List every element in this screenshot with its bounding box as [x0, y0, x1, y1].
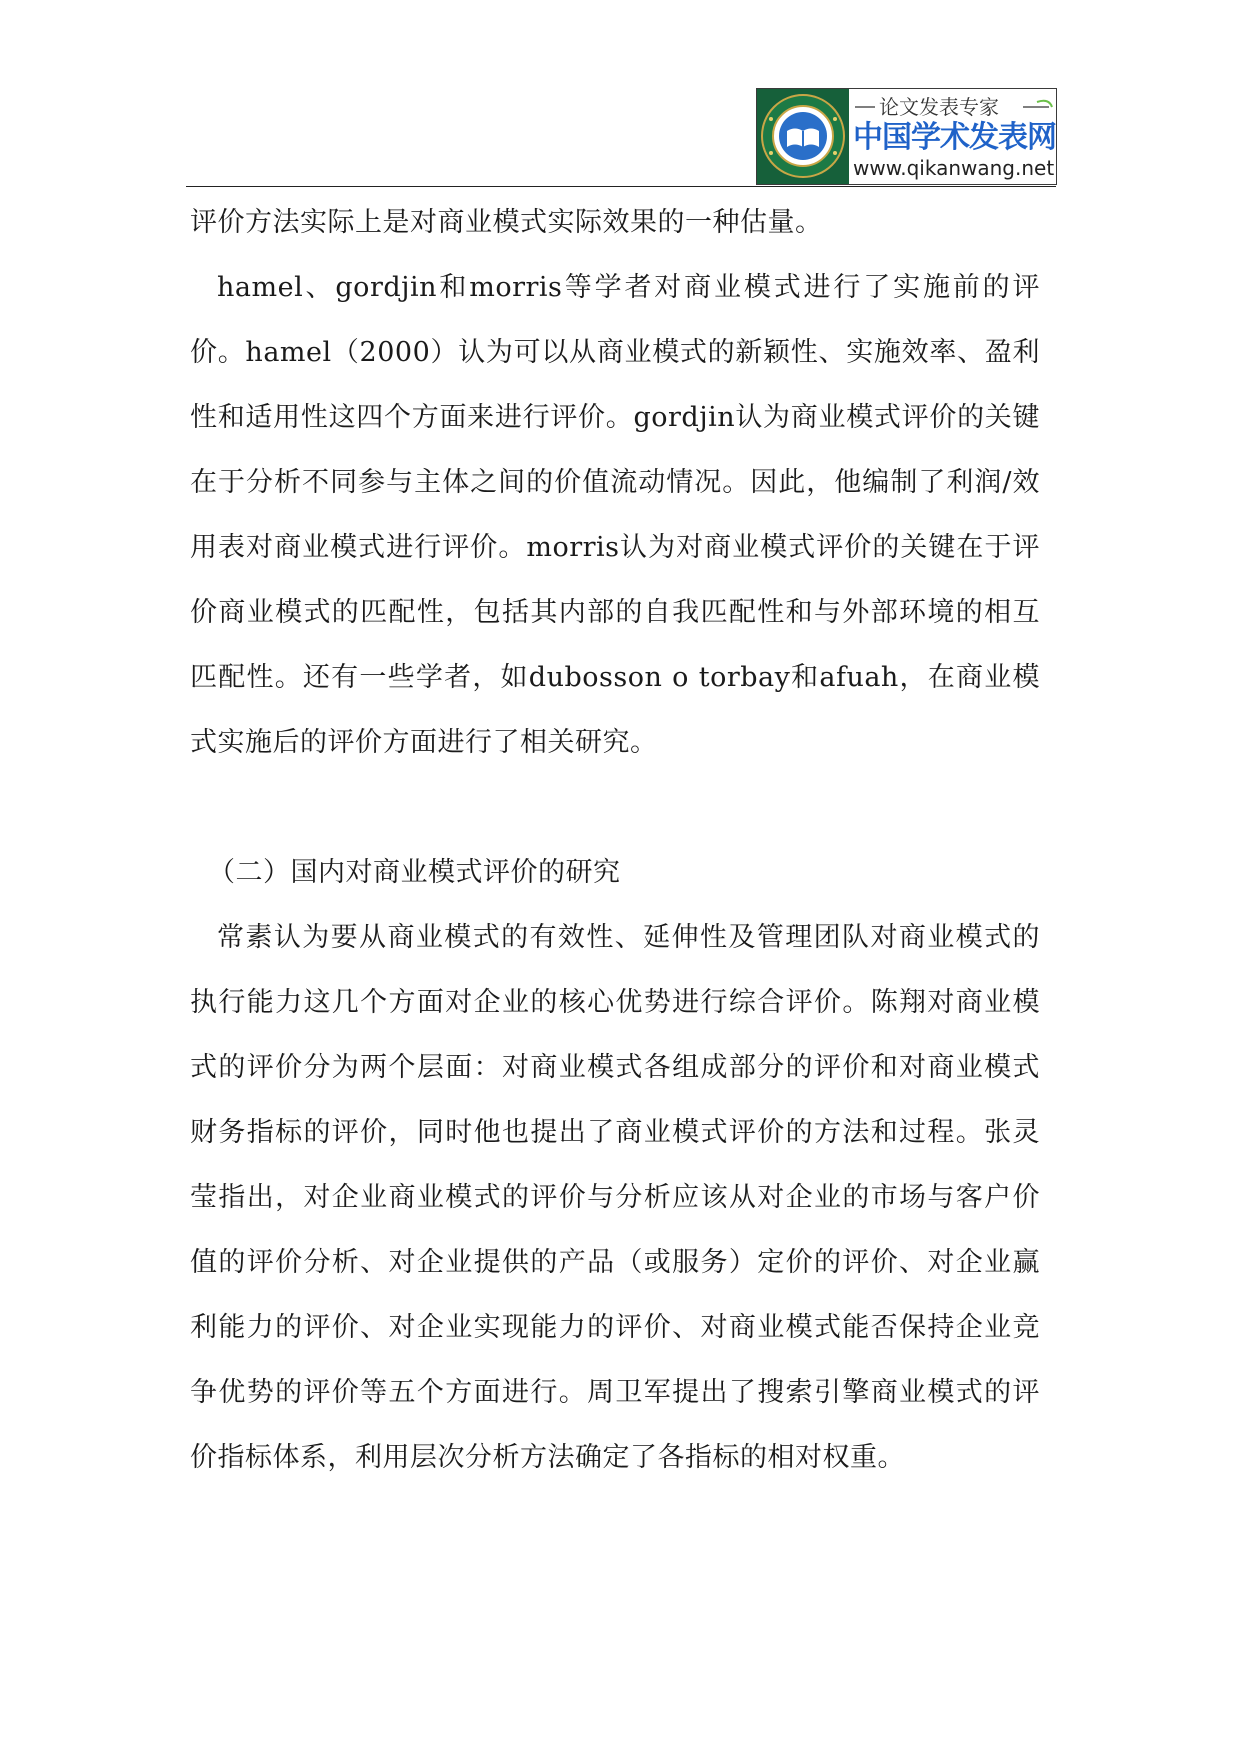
- logo-url: www.qikanwang.net: [853, 155, 1055, 180]
- logo-brand: 中国学术发表网: [853, 119, 1056, 155]
- book-emblem-icon: [757, 89, 849, 184]
- paragraph-2: hamel、gordjin和morris等学者对商业模式进行了实施前的评价。hamel（2000）认为可以从商业模式的新颖性、实施效率、盈利性和适用性这四个方面来进行评价。gordjin认为商业模式评价的关键在于分析不同参与主体之间的价值流动情况。因此，他编制了利润/效用表对商业模式进行评价。morris认为对商业模式评价的关键在于评价商业模式的匹配性，包括其内部的自我匹配性和与外部环境的相互匹配性。还有一些学者，如dubosson o torbay和afuah，在商业模式实施后的评价方面进行了相关研究。: [190, 272, 1040, 758]
- section-heading: （二）国内对商业模式评价的研究: [208, 857, 621, 888]
- logo-tagline-text: 论文发表专家: [879, 94, 999, 119]
- document-body: [190, 190, 1040, 1490]
- paragraph-1: 评价方法实际上是对商业模式实际效果的一种估量。: [190, 207, 823, 238]
- section-paragraph: 常素认为要从商业模式的有效性、延伸性及管理团队对商业模式的执行能力这几个方面对企业的核心优势进行综合评价。陈翔对商业模式的评价分为两个层面：对商业模式各组成部分的评价和对商业模式财务指标的评价，同时他也提出了商业模式评价的方法和过程。张灵莹指出，对企业商业模式的评价与分析应该从对企业的市场与客户价值的评价分析、对企业提供的产品（或服务）定价的评价、对企业赢利能力的评价、对企业实现能力的评价、对商业模式能否保持企业竞争优势的评价等五个方面进行。周卫军提出了搜索引擎商业模式的评价指标体系，利用层次分析方法确定了各指标的相对权重。: [190, 922, 1040, 1473]
- logo-tagline: [853, 94, 1056, 120]
- header-divider: [186, 186, 1056, 187]
- site-logo: [756, 88, 1057, 185]
